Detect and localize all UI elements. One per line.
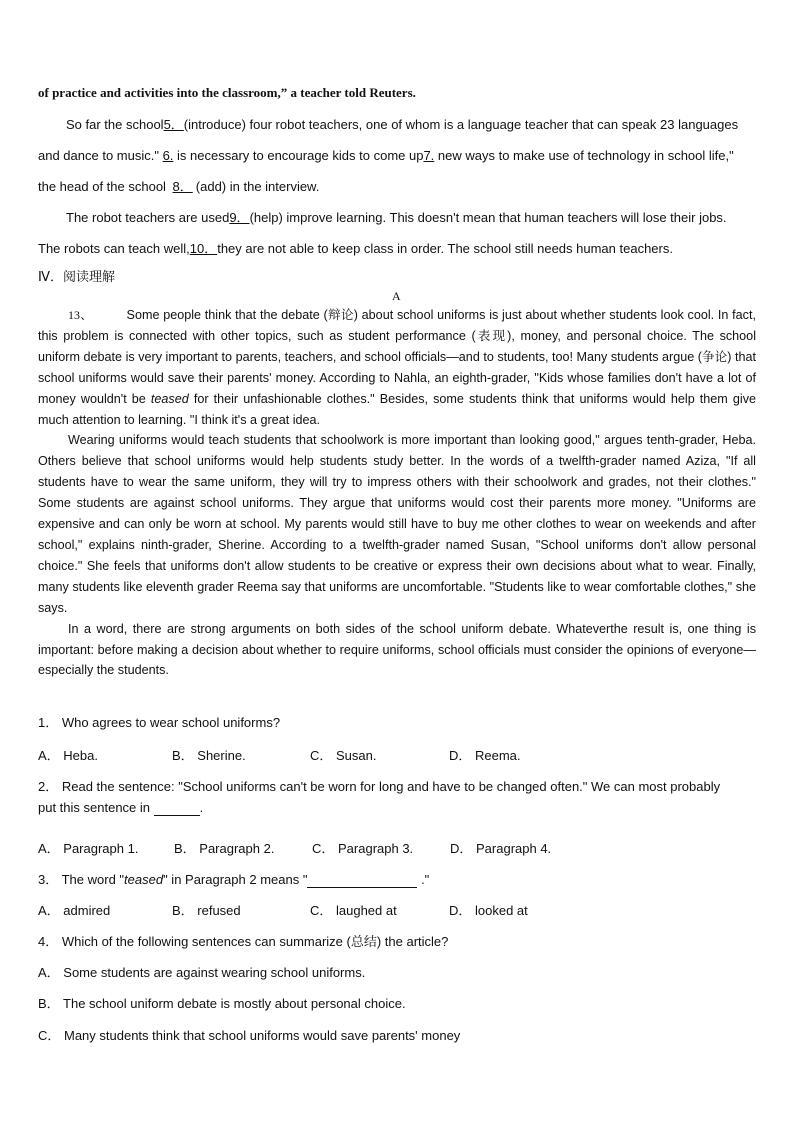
option-a[interactable]: A． Heba. — [38, 748, 98, 763]
option-d[interactable]: D． looked at — [449, 903, 528, 918]
option-a[interactable]: A． Some students are against wearing school uniforms. — [38, 965, 366, 980]
option-b[interactable]: B． refused — [172, 903, 241, 918]
cloze-line-2: and dance to music." 6. is necessary to encourage kids to come up7. new ways to make use of technology in school life," — [38, 148, 734, 163]
question-1: 1． Who agrees to wear school uniforms? — [38, 715, 281, 730]
option-c[interactable]: C． Paragraph 3. — [312, 841, 414, 856]
cloze-line-4: The robot teachers are used9．(help) improve learning. This doesn't mean that human teachers will lose their jobs. — [66, 210, 727, 225]
cloze-line-0: of practice and activities into the classroom,” a teacher told Reuters. — [38, 85, 416, 100]
blank-7: 7. — [423, 148, 435, 163]
blank-8: 8． — [172, 179, 193, 194]
blank-10: 10． — [189, 241, 218, 256]
question-1-options — [38, 745, 521, 764]
question-number: 13、 — [68, 308, 93, 322]
paragraph-1: 13、 Some people think that the debate (辩论) about school uniforms is just about whether students look cool. In fact, this problem is connected with other topics, such as student performance (表现), money, and personal choice. The school uniform debate is very important to parents, teachers, and school officials—and to students, too! Many students argue (争论) that school uniforms would save their parents' money. According to Nahla, an eighth-grader, "Kids whose families don't have a lot of money wouldn't be teased for their unfashionable clothes." Besides, some students think that uniforms would help them give much attention to learning. "I think it's a great idea. — [38, 308, 756, 427]
option-b[interactable]: B． The school uniform debate is mostly about personal choice. — [38, 996, 406, 1011]
paragraph-3: In a word, there are strong arguments on both sides of the school uniform debate. Whateverthe result is, one thing is important: before making a decision about whether to require uniforms, school officials must consider the opinions of everyone—especially the students. — [38, 621, 756, 678]
question-2: 2． Read the sentence: "School uniforms can't be worn for long and have to be changed often." We can most probably — [38, 779, 721, 794]
cloze-line-3: the head of the school 8． (add) in the interview. — [38, 179, 320, 194]
blank-6: 6. — [162, 148, 174, 163]
cloze-line-1: So far the school5．(introduce) four robot teachers, one of whom is a language teacher that can speak 23 languages — [66, 117, 739, 132]
option-c[interactable]: C． laughed at — [310, 903, 397, 918]
question-2-cont: put this sentence in . — [38, 800, 204, 815]
option-a[interactable]: A． Paragraph 1. — [38, 841, 139, 856]
question-3-options — [38, 900, 528, 919]
answer-blank[interactable] — [154, 800, 200, 816]
option-d[interactable]: D． Reema. — [449, 748, 521, 763]
question-3: 3． The word "teased" in Paragraph 2 means " ." — [38, 872, 430, 887]
cloze-line-5: The robots can teach well,10．they are not able to keep class in order. The school still needs human teachers. — [38, 241, 673, 256]
reading-passage — [38, 305, 756, 681]
section-heading: Ⅳ．阅读理解 — [38, 269, 115, 284]
option-b[interactable]: B． Paragraph 2. — [174, 841, 275, 856]
answer-blank[interactable] — [307, 872, 417, 888]
option-c[interactable]: C． Many students think that school uniforms would save parents' money — [38, 1028, 461, 1043]
option-c[interactable]: C． Susan. — [310, 748, 377, 763]
blank-5: 5． — [163, 117, 184, 132]
question-2-options — [38, 838, 551, 857]
paragraph-2: Wearing uniforms would teach students that schoolwork is more important than looking good," argues tenth-grader, Heba. Others believe that school uniforms would help students study better. In the words of a twelfth-grader named Aziza, "If all students have to wear the same uniform, they will try to impress others with their schoolwork and grades, not their clothes." Some students are against school uniforms. They argue that uniforms would cost their parents more money. "Uniforms are expensive and can only be worn at school. My parents would still have to buy me other clothes to wear on weekends and after school," explains ninth-grader, Sherine. According to a twelfth-grader named Susan, "School uniforms don't allow personal choice." She feels that uniforms don't allow students to be creative or express their own decisions about what to wear. Finally, many students like eleventh grader Reema say that uniforms are uncomfortable. "Students like to wear comfortable clothes," she says. — [38, 433, 756, 615]
blank-9: 9． — [229, 210, 250, 225]
option-b[interactable]: B． Sherine. — [172, 748, 246, 763]
option-a[interactable]: A． admired — [38, 903, 111, 918]
passage-label: A — [392, 289, 401, 303]
question-4: 4． Which of the following sentences can summarize (总结) the article? — [38, 934, 449, 949]
option-d[interactable]: D． Paragraph 4. — [450, 841, 552, 856]
